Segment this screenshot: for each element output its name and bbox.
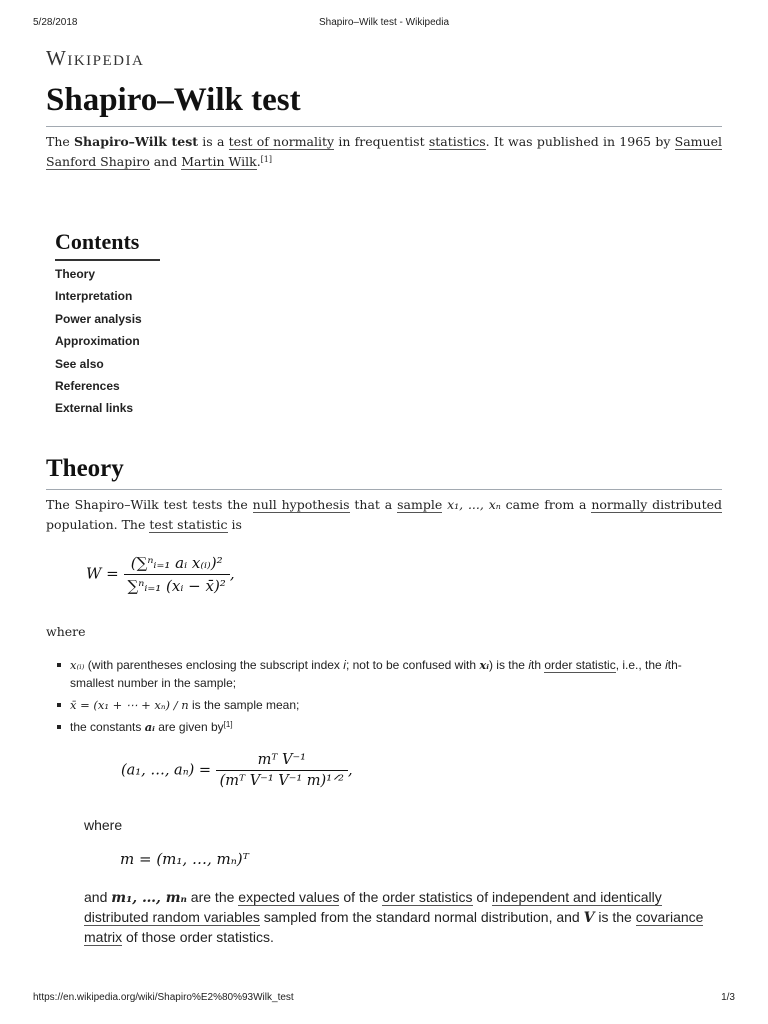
- list-item: [56, 718, 722, 736]
- list-text: ) is the: [488, 658, 529, 672]
- samuel-shapiro-link[interactable]: Samuel Sanford Shapiro: [46, 134, 722, 169]
- title-divider: [46, 126, 722, 127]
- sample-mean-formula: x̄ = (x₁ + ⋯ + xₙ) / n: [70, 698, 189, 712]
- index-symbol: i: [528, 658, 531, 672]
- statistics-link[interactable]: statistics: [428, 134, 486, 149]
- intro-bold-term: Shapiro–Wilk test: [74, 134, 199, 149]
- theory-text: that a: [349, 497, 398, 512]
- formula-comma: ,: [229, 564, 235, 583]
- print-url: https://en.wikipedia.org/wiki/Shapiro%E2%80%93Wilk_test: [33, 992, 294, 1003]
- formula-numerator: (∑ⁿᵢ₌₁ aᵢ x₍ᵢ₎)²: [124, 554, 230, 575]
- null-hypothesis-link[interactable]: null hypothesis: [252, 497, 350, 512]
- sample-variables: x₁, ..., xₙ: [447, 497, 501, 512]
- martin-wilk-link[interactable]: Martin Wilk: [181, 154, 257, 169]
- intro-text: is a: [198, 134, 229, 149]
- toc-item-theory[interactable]: Theory: [55, 267, 96, 281]
- toc-item-power-analysis[interactable]: Power analysis: [55, 311, 142, 326]
- constants-formula: [121, 752, 353, 789]
- theory-text: is: [227, 517, 242, 532]
- formula-denominator: (mᵀ V⁻¹ V⁻¹ m)¹ᐟ²: [219, 773, 344, 789]
- m-symbols: m₁, …, mₙ: [111, 890, 187, 906]
- sample-link[interactable]: sample: [397, 497, 443, 512]
- toc-item-interpretation[interactable]: Interpretation: [55, 289, 133, 304]
- covariance-matrix-link[interactable]: covariance matrix: [84, 909, 704, 945]
- intro-text: .: [256, 154, 261, 169]
- print-page-title: Shapiro–Wilk test - Wikipedia: [318, 17, 450, 28]
- formula-lhs: (a₁, …, aₙ) =: [121, 762, 211, 779]
- where-label: where: [84, 817, 123, 833]
- toc-item-see-also[interactable]: See also: [55, 356, 104, 371]
- intro-text: . It was published in 1965 by: [485, 134, 675, 149]
- intro-text: The: [46, 134, 75, 149]
- section-heading-theory: Theory: [46, 455, 124, 482]
- reference-1[interactable]: [1]: [223, 720, 233, 729]
- intro-paragraph: [46, 132, 722, 172]
- test-of-normality-link[interactable]: test of normality: [228, 134, 335, 149]
- order-statistic-link[interactable]: order statistic: [544, 658, 616, 672]
- constants-symbol: aᵢ: [144, 720, 155, 734]
- theory-text: came from a: [500, 497, 592, 512]
- formula-fraction: [216, 752, 348, 789]
- where-label: where: [46, 624, 86, 639]
- intro-text: and: [149, 154, 182, 169]
- theory-text: The Shapiro–Wilk test tests the: [46, 497, 253, 512]
- final-text: are the: [186, 889, 239, 905]
- list-text: th-smallest number in the sample;: [70, 658, 682, 690]
- section-divider: [46, 489, 722, 490]
- print-date: 5/28/2018: [33, 17, 78, 28]
- final-text: and: [84, 889, 112, 905]
- theory-paragraph: [46, 495, 722, 535]
- list-text: th: [531, 658, 545, 672]
- list-text: are given by: [154, 720, 224, 734]
- formula-denominator: ∑ⁿᵢ₌₁ (xᵢ − x̄)²: [127, 577, 226, 595]
- formula-lhs: W =: [86, 564, 119, 583]
- v-symbol: V: [583, 910, 595, 926]
- definitions-list: [56, 656, 722, 740]
- list-item: [56, 696, 722, 714]
- xi-symbol: xᵢ: [479, 658, 489, 672]
- normally-distributed-link[interactable]: normally distributed: [591, 497, 723, 512]
- final-text: of the: [339, 889, 383, 905]
- expected-values-link[interactable]: expected values: [238, 889, 340, 905]
- test-statistic-link[interactable]: test statistic: [149, 517, 228, 532]
- w-statistic-formula: [86, 554, 235, 595]
- m-vector-formula: m = (m₁, …, mₙ)ᵀ: [120, 850, 249, 868]
- list-text: (with parentheses enclosing the subscript index: [84, 658, 344, 672]
- toc-title: Contents: [55, 229, 140, 254]
- index-symbol: i: [665, 658, 668, 672]
- order-statistic-symbol: x₍ᵢ₎: [70, 658, 85, 672]
- index-symbol: i: [343, 658, 346, 672]
- final-text: of those order statistics.: [122, 929, 274, 945]
- toc-item-references[interactable]: References: [55, 378, 120, 393]
- formula-fraction: [124, 554, 230, 595]
- list-text: is the sample mean;: [188, 698, 300, 712]
- toc-list: [55, 265, 142, 422]
- wikipedia-logo[interactable]: Wikipedia: [46, 46, 145, 70]
- order-statistics-link[interactable]: order statistics: [382, 889, 473, 905]
- list-text: , i.e., the: [615, 658, 666, 672]
- article-title: Shapiro–Wilk test: [46, 82, 301, 118]
- toc-item-external-links[interactable]: External links: [55, 401, 134, 416]
- list-text: the constants: [70, 720, 145, 734]
- iid-random-variables-link[interactable]: independent and identically distributed random variables: [84, 889, 662, 925]
- final-text: sampled from the standard normal distribution, and: [259, 909, 584, 925]
- list-item: [56, 656, 722, 692]
- final-paragraph: [84, 888, 712, 947]
- final-text: is the: [594, 909, 636, 925]
- theory-text: population. The: [46, 517, 150, 532]
- toc-divider: [55, 259, 160, 261]
- print-page-number: 1/3: [721, 992, 735, 1003]
- formula-numerator: mᵀ V⁻¹: [216, 752, 348, 771]
- reference-1[interactable]: [1]: [260, 155, 273, 164]
- toc-item-approximation[interactable]: Approximation: [55, 334, 140, 349]
- final-text: of: [472, 889, 493, 905]
- formula-comma: ,: [347, 762, 353, 779]
- intro-text: in frequentist: [334, 134, 429, 149]
- list-text: ; not to be confused with: [345, 658, 480, 672]
